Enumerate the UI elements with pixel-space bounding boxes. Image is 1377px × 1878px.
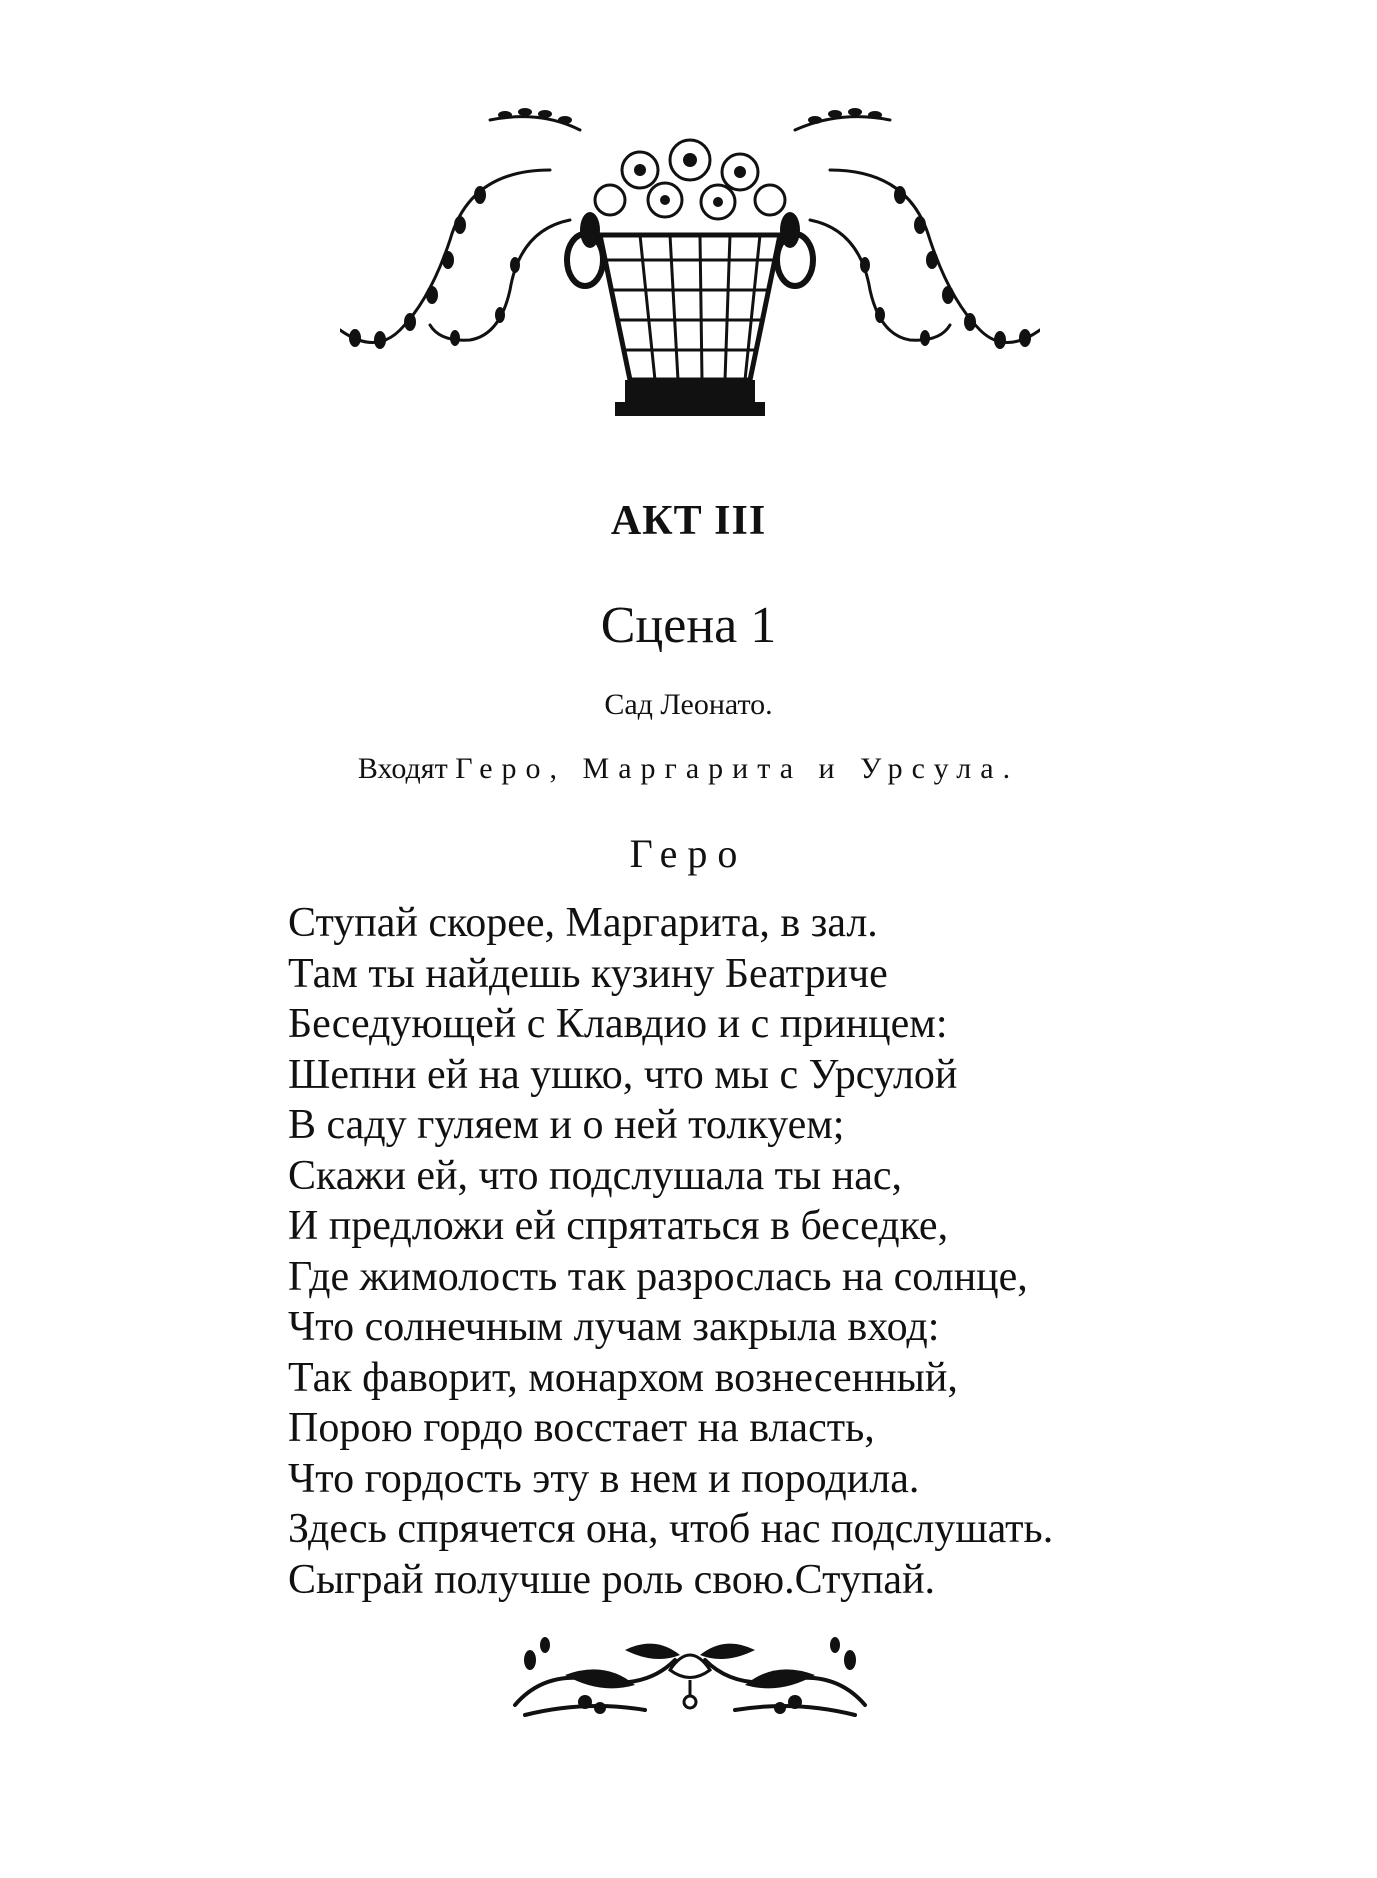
verse-line: Порою гордо восстает на власть, [288, 1405, 875, 1451]
verse-line: Так фаворит, монархом вознесенный, [288, 1354, 958, 1401]
verse-line: Ступай скорее, Маргарита, в зал. [288, 900, 878, 946]
verse-line: Беседующей с Клавдио и с принцем: [288, 1001, 948, 1047]
verse-line: Шепни ей на ушко, что мы с Урсулой [288, 1051, 958, 1098]
verse-line: Где жимолость так разрослась на солнце, [288, 1253, 1028, 1300]
act-title: АКТ III [610, 498, 767, 544]
stage-direction [0, 752, 1377, 786]
verse-line: В саду гуляем и о ней толкуем; [288, 1102, 845, 1148]
verse-line: Здесь спрячется она, чтоб нас подслушать. [288, 1506, 1054, 1552]
verse-line: Что гордость эту в нем и породила. [288, 1455, 920, 1502]
speaker-name: Геро [629, 831, 748, 876]
verse-line: Что солнечным лучам закрыла вход: [288, 1304, 940, 1350]
scene-title: Сцена 1 [600, 597, 777, 654]
verse-line: И предложи ей спрятаться в беседке, [288, 1203, 949, 1249]
verse-line: Скажи ей, что подслушала ты нас, [288, 1152, 902, 1199]
verse-line: Сыграй получше роль свою.Ступай. [288, 1556, 936, 1603]
stage-direction-names: Геро, Маргарита и Урсула. [455, 752, 1020, 785]
verse-line: Там ты найдешь кузину Беатриче [288, 950, 888, 997]
scene-setting: Сад Леонато. [604, 688, 773, 721]
floral-tailpiece-icon [505, 1630, 875, 1720]
verse-block [288, 898, 1288, 1605]
flower-basket-icon [340, 100, 1040, 440]
stage-direction-prefix: Входят [357, 752, 448, 785]
